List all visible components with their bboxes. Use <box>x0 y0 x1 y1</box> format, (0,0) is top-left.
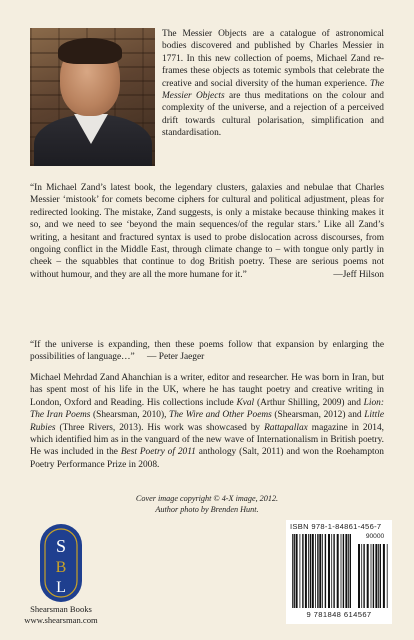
endorsement-quote-hilson <box>30 182 384 281</box>
author-photo <box>30 28 155 166</box>
barcode-bar <box>387 544 388 608</box>
image-credits <box>120 493 294 515</box>
bio-text: (Shearsman, 2010), <box>90 410 170 421</box>
barcode-bar <box>348 534 349 608</box>
addon-barcode-bars <box>358 534 388 610</box>
endorsement-quote-jaeger <box>30 339 384 364</box>
barcode-bar <box>371 544 372 608</box>
bio-magazine-title: Rattapallax <box>264 422 308 433</box>
barcode-bar <box>375 544 377 608</box>
barcode-bar <box>328 534 330 608</box>
barcode-bar <box>341 534 342 608</box>
barcode-bar <box>317 534 318 608</box>
barcode-bar <box>358 544 360 608</box>
barcode-bar <box>373 544 374 608</box>
intro-title-italic: The Messier Objects <box>162 78 384 102</box>
barcode-bar <box>350 534 351 608</box>
ean-barcode-bars <box>292 534 354 610</box>
bio-text: magazine in 2014, which identified him as in the vanguard of the new wave of Internationalism in British poetry. He was included in the <box>30 422 384 458</box>
bio-book-title: The Wire and Other Poems <box>169 410 272 421</box>
barcode-bar <box>325 534 326 608</box>
barcode-bar <box>315 534 316 608</box>
bio-text: (Arthur Shilling, 2009) and <box>254 397 364 408</box>
barcode-bar <box>300 534 301 608</box>
publisher-name: Shearsman Books <box>30 604 92 614</box>
intro-blurb <box>162 28 384 140</box>
barcode-bar <box>292 534 293 608</box>
author-hair <box>58 38 122 64</box>
bio-book-title: Lion: The Iran Poems <box>30 397 384 421</box>
price-code: 90000 <box>365 533 385 540</box>
quote-text: “If the universe is expanding, then these poems follow that expansion by enlarging the possibilities of language…” <box>30 340 384 363</box>
barcode-bar <box>296 534 298 608</box>
barcode-bar <box>343 534 344 608</box>
bio-book-title: Little Rubies <box>30 410 384 433</box>
barcode-bar <box>302 534 303 608</box>
barcode-bar <box>294 534 295 608</box>
isbn-barcode <box>286 520 392 624</box>
intro-text: The Messier Objects are a catalogue of astronomical bodies discovered and published by Charles Messier in 1771. In this new collection of poems, Michael Zand re-frames these objects as totemic symbols that celebrate the creative and social diversity of the human experience. <box>162 29 384 89</box>
ean-digits: 9 781848 614567 <box>306 610 372 619</box>
barcode-bar <box>312 534 314 608</box>
barcode-bar <box>310 534 311 608</box>
barcode-bar <box>333 534 334 608</box>
barcode-bar <box>345 534 347 608</box>
barcode-bar <box>361 544 362 608</box>
barcode-bar <box>308 534 309 608</box>
author-biography <box>30 372 384 471</box>
logo-letter-s: S <box>55 536 67 556</box>
shearsman-logo-icon <box>36 522 86 604</box>
barcode-bar <box>363 544 364 608</box>
barcode-bar <box>322 534 323 608</box>
barcode-bar <box>380 544 381 608</box>
barcode-bar <box>383 544 385 608</box>
barcode-bar <box>319 534 321 608</box>
quote-attribution: —Jeff Hilson <box>333 269 384 280</box>
barcode-bar <box>337 534 339 608</box>
isbn-number: ISBN 978-1-84861-456-7 <box>290 522 382 531</box>
intro-text-rest: are thus meditations on the colour and complexity of the universe, and a rejection of a perceived drift towards cultural polarisation, simplification and standardisation. <box>162 91 384 139</box>
bio-text: Michael Mehrdad Zand Ahanchian is a writer, editor and researcher. He was born in Iran, but has spent most of his life in the UK, where he has taught poetry and creative writing in London, Oxford and Reading. His collections include <box>30 373 384 408</box>
cover-image-credit: Cover image copyright © 4-X image, 2012. <box>135 494 279 503</box>
publisher-url: www.shearsman.com <box>24 614 98 625</box>
logo-letter-l: L <box>56 579 66 596</box>
barcode-bar <box>331 534 332 608</box>
barcode-bar <box>378 544 379 608</box>
bio-book-title: Kval <box>236 397 255 408</box>
publisher-imprint <box>20 604 102 625</box>
quote-attribution: — Peter Jaeger <box>147 352 205 363</box>
author-photo-credit: Author photo by Brenden Hunt. <box>155 505 259 514</box>
bio-anthology-title: Best Poetry of 2011 <box>120 447 196 458</box>
bio-text: anthology (Salt, 2011) and won the Roehampton Poetry Performance Prize in 2008. <box>30 447 384 470</box>
barcode-bar <box>305 534 307 608</box>
logo-letter-b: B <box>55 559 67 576</box>
quote-text: “In Michael Zand’s latest book, the legendary clusters, galaxies and nebulae that Charles Messier ‘mistook’ for comets become ciphers for cultural and political adjustment, pleas for redirected looking. The mistake, Zand suggests, is only a mistake because thinking makes it so, and we need to see ‘beyond the main sequences/of the regular stars.’ Like all Zand’s writing, a hesitant and fractured syntax is used to probe dislocation across discourses, from ongoing conflict in the Middle East, through climate change to – with tongue only partly in cheek – the squabbles that continue to dog British poetry. These are serious poems not without humour, and they are all the more humane for it.” <box>30 183 384 280</box>
bio-text: (Shearsman, 2012) and <box>271 410 365 421</box>
bio-text: (Three Rivers, 2013). His work was showcased by <box>55 422 265 433</box>
barcode-bar <box>367 544 369 608</box>
